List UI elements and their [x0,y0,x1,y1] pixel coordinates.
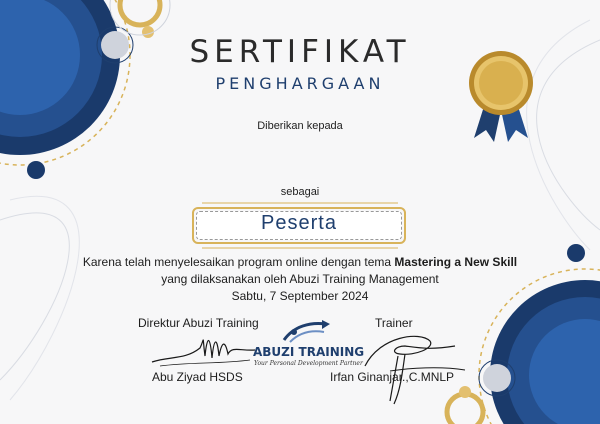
award-medal-icon [466,50,536,145]
left-signature [150,326,260,371]
right-signature [360,326,470,406]
body-text-after: yang dilaksanakan oleh Abuzi Training Management [161,272,439,286]
given-to-label: Diberikan kepada [257,120,343,132]
event-date: Sabtu, 7 September 2024 [231,289,369,303]
role-text: Peserta [261,212,337,234]
role-box [192,207,406,244]
left-signatory-name: Abu Ziyad HSDS [152,370,243,384]
right-signatory-title: Trainer [375,316,413,330]
certificate-title: SERTIFIKAT [189,34,411,70]
logo-name: ABUZI TRAINING [253,345,365,359]
right-signatory-name: Irfan Ginanjar.,C.MNLP [330,370,455,384]
certificate-body [80,254,520,288]
body-text-before: Karena telah menyelesaikan program online dengan tema [82,255,395,269]
abuzi-logo-icon [282,318,332,344]
as-label: sebagai [280,186,320,198]
theme-text: Mastering a New Skill [394,255,518,269]
certificate-subtitle: PENGHARGAAN [215,74,385,93]
left-signatory-title: Direktur Abuzi Training [138,316,259,330]
logo-tagline: Your Personal Development Partner [254,360,363,367]
